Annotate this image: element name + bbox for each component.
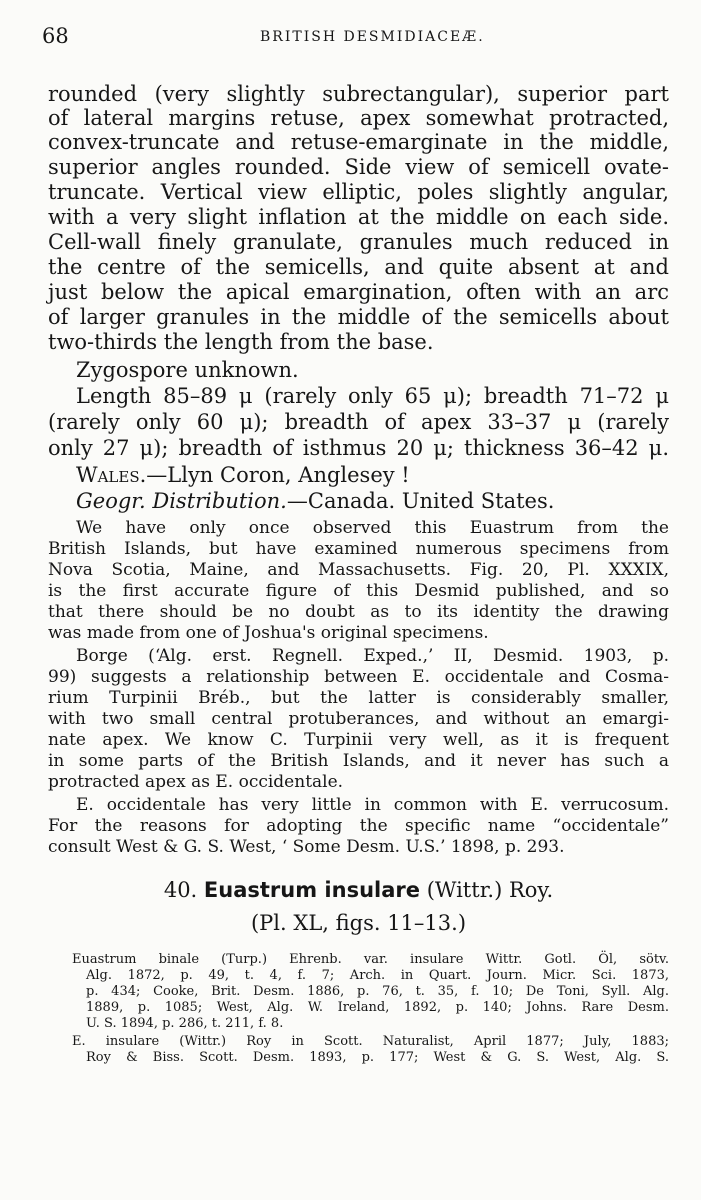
page-header <box>40 24 670 50</box>
zygospore-note: Zygospore unknown. <box>76 358 299 382</box>
note-line: E. occidentale has very little in common with E. verrucosum. <box>76 795 669 815</box>
note-line: protracted apex as E. occidentale. <box>48 772 344 792</box>
measurement-line: only 27 μ); breadth of isthmus 20 μ; thickness 36–42 μ. <box>48 436 669 460</box>
note-line: that there should be no doubt as to its identity the drawing <box>48 602 669 622</box>
measurement-line: (rarely only 60 μ); breadth of apex 33–37 μ (rarely <box>48 410 669 434</box>
synonymy-line: E. insulare (Wittr.) Roy in Scott. Naturalist, April 1877; July, 1883; <box>72 1034 669 1049</box>
description-line: rounded (very slightly subrectangular), superior part <box>48 82 669 106</box>
synonymy-line: 1889, p. 1085; West, Alg. W. Ireland, 1892, p. 140; Johns. Rare Desm. <box>86 1000 669 1015</box>
note-line: nate apex. We know C. Turpinii very well, as it is frequent <box>48 730 669 750</box>
description-line: convex-truncate and retuse-emarginate in the middle, <box>48 130 669 154</box>
distribution <box>48 489 669 513</box>
note-line: in some parts of the British Islands, and it never has such a <box>48 751 669 771</box>
note-line: with two small central protuberances, and without an emargi- <box>48 709 669 729</box>
description-line: just below the apical emargination, often with an arc <box>48 280 669 304</box>
note-line: We have only once observed this Euastrum from the <box>76 518 669 538</box>
distribution-text: —Canada. United States. <box>286 489 555 513</box>
running-title: BRITISH DESMIDIACEÆ. <box>260 29 485 45</box>
note-line: Nova Scotia, Maine, and Massachusetts. Fig. 20, Pl. XXXIX, <box>48 560 669 580</box>
description-line: of lateral margins retuse, apex somewhat protracted, <box>48 106 669 130</box>
note-line: For the reasons for adopting the specific name “occidentale” <box>48 816 669 836</box>
description-line: Cell-wall finely granulate, granules much reduced in <box>48 230 669 254</box>
species-name: Euastrum insulare <box>203 878 420 902</box>
species-number: 40. <box>163 878 198 902</box>
description-line: the centre of the semicells, and quite absent at and <box>48 255 669 279</box>
description-line: two-thirds the length from the base. <box>48 330 434 354</box>
species-authority: (Wittr.) Roy. <box>426 878 554 902</box>
note-line: consult West & G. S. West, ‘ Some Desm. U.S.’ 1898, p. 293. <box>48 837 565 857</box>
page-number: 68 <box>42 24 69 48</box>
note-line: rium Turpinii Bréb., but the latter is considerably smaller, <box>48 688 669 708</box>
species-heading <box>48 878 669 902</box>
locality-label: Wales. <box>76 463 147 487</box>
description-line: truncate. Vertical view elliptic, poles slightly angular, <box>48 180 669 204</box>
synonymy-line: p. 434; Cooke, Brit. Desm. 1886, p. 76, t. 35, f. 10; De Toni, Syll. Alg. <box>86 984 669 999</box>
synonymy-line: Alg. 1872, p. 49, t. 4, f. 7; Arch. in Quart. Journ. Micr. Sci. 1873, <box>86 968 669 983</box>
note-line: was made from one of Joshua's original specimens. <box>48 623 489 643</box>
synonymy-line: Euastrum binale (Turp.) Ehrenb. var. insulare Wittr. Gotl. Öl, sötv. <box>72 952 669 967</box>
note-line: British Islands, but have examined numerous specimens from <box>48 539 669 559</box>
note-line: is the first accurate figure of this Desmid published, and so <box>48 581 669 601</box>
note-line: Borge (‘Alg. erst. Regnell. Exped.,’ II, Desmid. 1903, p. <box>76 646 669 666</box>
note-line: 99) suggests a relationship between E. occidentale and Cosma- <box>48 667 669 687</box>
measurement-line: Length 85–89 μ (rarely only 65 μ); breadth 71–72 μ <box>76 384 669 408</box>
synonymy-line: Roy & Biss. Scott. Desm. 1893, p. 177; West & G. S. West, Alg. S. <box>86 1050 669 1065</box>
description-line: of larger granules in the middle of the semicells about <box>48 305 669 329</box>
description-line: with a very slight inflation at the middle on each side. <box>48 205 669 229</box>
locality-text: —Llyn Coron, Anglesey ! <box>146 463 410 487</box>
plate-reference: (Pl. XL, figs. 11–13.) <box>250 911 467 935</box>
distribution-label: Geogr. Distribution. <box>76 489 287 513</box>
description-line: superior angles rounded. Side view of semicell ovate- <box>48 155 669 179</box>
locality <box>48 463 669 487</box>
synonymy-line: U. S. 1894, p. 286, t. 211, f. 8. <box>86 1016 284 1031</box>
